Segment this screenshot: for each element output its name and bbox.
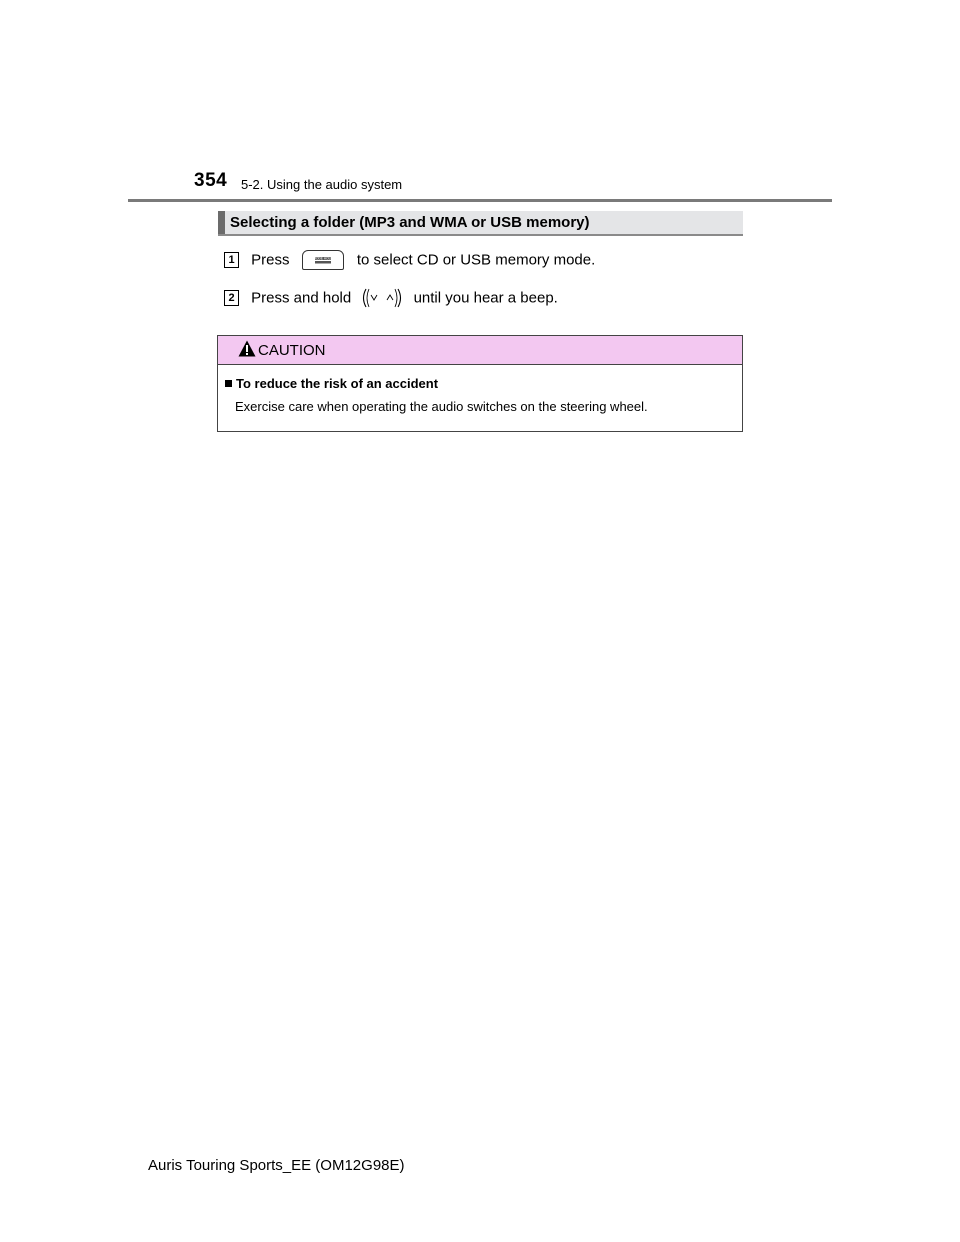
step-text-before: Press <box>247 251 294 269</box>
step-1 <box>224 250 595 270</box>
step-text-after: until you hear a beep. <box>409 289 558 307</box>
header-rule <box>128 199 832 202</box>
step-2 <box>224 287 558 309</box>
caution-box <box>217 335 743 432</box>
subheading-bar <box>218 211 225 234</box>
warning-icon <box>238 340 256 362</box>
mode-label: MODE HOLD <box>313 256 333 261</box>
footer: Auris Touring Sports_EE (OM12G98E) <box>148 1157 405 1174</box>
subheading <box>218 211 743 236</box>
mode-button-icon <box>302 250 344 270</box>
step-number: 2 <box>224 290 239 306</box>
caution-label: CAUTION <box>258 342 326 359</box>
subheading-title: Selecting a folder (MP3 and WMA or USB memory) <box>230 214 590 231</box>
section-title: 5-2. Using the audio system <box>241 177 403 192</box>
bullet-icon <box>225 380 232 387</box>
step-text-before: Press and hold <box>247 289 356 307</box>
caution-body: Exercise care when operating the audio switches on the steering wheel. <box>235 399 648 414</box>
step-text-after: to select CD or USB memory mode. <box>352 251 596 269</box>
caution-title-text: To reduce the risk of an accident <box>236 376 439 391</box>
page-number: 354 <box>194 170 228 191</box>
caution-header <box>218 336 742 365</box>
seek-button-icon <box>360 287 404 309</box>
caution-title <box>225 376 438 391</box>
step-number: 1 <box>224 252 239 268</box>
